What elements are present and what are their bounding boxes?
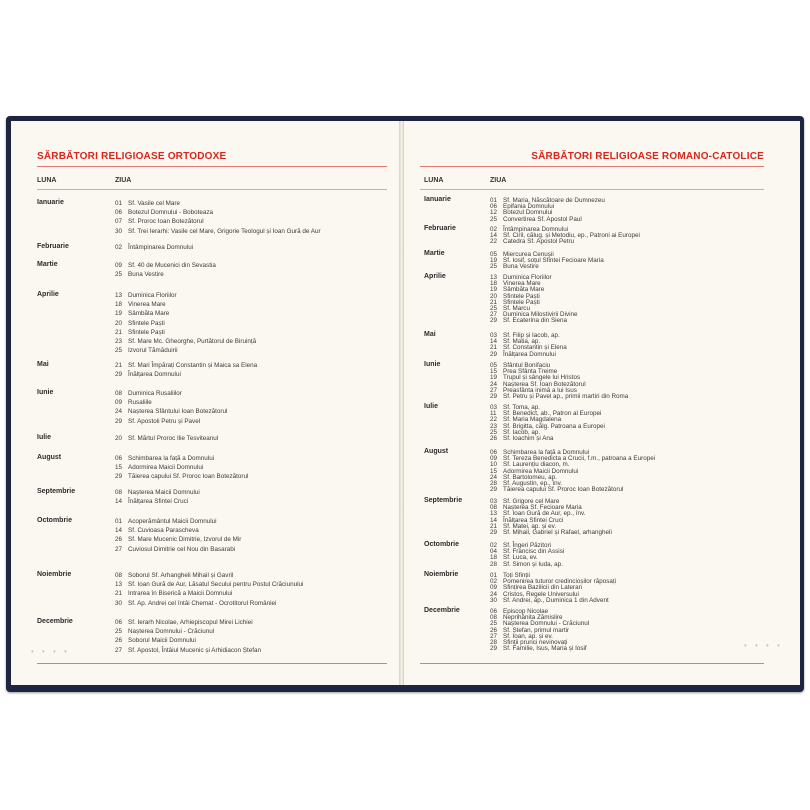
holiday-day: 06	[115, 209, 123, 217]
holiday-name: Soborul Maicii Domnului	[128, 637, 196, 645]
holiday-day: 21	[115, 590, 123, 598]
holiday-day: 23	[490, 422, 498, 430]
holiday-name: Buna Vestire	[128, 271, 164, 279]
holiday-day: 10	[490, 461, 498, 469]
holiday-name: Nașterea Sfântului Ioan Botezătorul	[128, 408, 228, 416]
month-label: August	[424, 448, 449, 455]
holiday-name: Sf. Luca, ev.	[503, 554, 538, 562]
month-label: Octombrie	[424, 541, 460, 548]
holiday-entry	[490, 597, 609, 605]
holiday-day: 06	[115, 455, 123, 462]
holiday-day: 14	[490, 516, 498, 524]
holiday-entry	[115, 464, 203, 472]
holiday-entry	[115, 628, 214, 636]
holiday-entry	[115, 408, 227, 416]
page-title: SĂRBĂTORI RELIGIOASE ORTODOXE	[37, 151, 227, 162]
holiday-day: 18	[490, 280, 498, 288]
header-divider	[37, 189, 387, 190]
holiday-name: Sf. Laurențiu diacon, m.	[503, 461, 570, 469]
holiday-name: Sf. Ierarh Nicolae, Arhiepiscopul Mirei Lichiei	[128, 619, 253, 626]
holiday-entry	[490, 435, 553, 443]
holiday-entry	[115, 399, 152, 407]
month-label: Iunie	[37, 389, 54, 396]
holiday-name: Sf. Brigitta, călg. Patroana a Europei	[503, 422, 605, 430]
holiday-day: 26	[490, 435, 498, 442]
holiday-name: Sf. Ioan Gură de Aur, Lăsatul Secului pentru Postul Crăciunului	[128, 581, 304, 589]
holiday-entry	[490, 238, 574, 246]
holiday-day: 02	[490, 542, 498, 549]
month-label: Noiembrie	[424, 571, 459, 578]
holiday-name: Sfinții prunci nevinovați	[503, 639, 568, 646]
holiday-day: 09	[115, 399, 123, 407]
holiday-name: Sfintele Paști	[503, 298, 540, 306]
holiday-day: 23	[115, 338, 123, 345]
holiday-entry	[490, 561, 563, 569]
holiday-day: 08	[115, 489, 123, 496]
holiday-name: Sf. Grigore cel Mare	[503, 498, 560, 505]
holiday-name: Trupul și sângele lui Hristos	[503, 374, 581, 382]
holiday-entry	[115, 536, 241, 544]
holiday-entry	[490, 351, 556, 359]
holiday-name: Convertirea Sf. Apostol Paul	[503, 215, 582, 223]
month-label: Decembrie	[424, 607, 460, 614]
holiday-day: 29	[490, 486, 498, 494]
holiday-entry	[115, 271, 164, 279]
holiday-name: Duminica Milostivirii Divine	[503, 311, 578, 319]
holiday-name: Nașterea Sf. Ioan Botezătorul	[503, 380, 586, 388]
holiday-name: Sf. Iacob, ap.	[503, 428, 541, 436]
holiday-name: Prea Sfânta Treime	[503, 368, 558, 376]
holiday-name: Sf. Apostoli Petru și Pavel	[128, 417, 201, 425]
title-divider	[37, 166, 387, 167]
holiday-day: 05	[490, 362, 498, 369]
holiday-name: Izvorul Tămăduirii	[128, 347, 178, 355]
holiday-name: Miercurea Cenușii	[503, 251, 554, 258]
holiday-day: 29	[490, 317, 498, 325]
holiday-name: Sf. Matei, ap. și ev.	[503, 522, 557, 530]
holiday-name: Botezul Domnului - Boboteaza	[128, 209, 214, 217]
holiday-name: Toți Sfinții	[503, 572, 530, 579]
holiday-day: 03	[490, 498, 498, 505]
holiday-day: 24	[490, 590, 498, 598]
holiday-name: Sf. Ștefan, primul martir	[503, 626, 570, 634]
holiday-day: 29	[115, 473, 123, 481]
holiday-day: 15	[490, 467, 498, 475]
holiday-name: Sf. Proroc Ioan Botezătorul	[128, 218, 204, 226]
holiday-day: 13	[490, 510, 498, 518]
holiday-entry	[490, 317, 567, 325]
holiday-day: 06	[490, 449, 498, 456]
month-label: Februarie	[424, 225, 456, 232]
holiday-name: Întâmpinarea Domnului	[503, 226, 569, 233]
decorative-dots: • • • •	[31, 647, 70, 656]
holiday-entry	[490, 529, 612, 537]
holiday-day: 30	[490, 596, 498, 604]
holiday-day: 25	[490, 305, 498, 312]
month-label: Aprilie	[37, 291, 59, 298]
holiday-day: 29	[490, 645, 498, 653]
holiday-day: 08	[115, 390, 123, 397]
holiday-day: 01	[490, 572, 498, 579]
holiday-entry	[115, 390, 182, 398]
holiday-day: 18	[115, 301, 123, 309]
holiday-name: Sf. Matia, ap.	[503, 338, 541, 346]
holiday-name: Sf. Bartolomeu, ap.	[503, 473, 557, 481]
holiday-name: Preasfânta inimă a lui Isus	[503, 386, 577, 394]
holiday-day: 25	[115, 347, 123, 355]
holiday-name: Vinerea Mare	[503, 280, 541, 288]
page-title: SĂRBĂTORI RELIGIOASE ROMANO-CATOLICE	[531, 151, 764, 162]
holiday-entry	[115, 418, 200, 426]
holiday-entry	[115, 338, 256, 346]
holiday-day: 24	[490, 380, 498, 388]
month-label: Mai	[424, 331, 436, 338]
holiday-name: Cuviosul Dimitrie cel Nou din Basarabi	[128, 545, 236, 553]
holiday-name: Soborul Sf. Arhangheli Mihail și Gavril	[128, 572, 234, 579]
holiday-name: Sf. Constantin și Elena	[503, 344, 567, 352]
holiday-day: 19	[490, 286, 498, 294]
holiday-day: 06	[490, 203, 498, 211]
holiday-day: 26	[115, 637, 123, 645]
holiday-name: Sf. Cuvioasa Parascheva	[128, 527, 199, 535]
holiday-name: Sf. Maria, Născătoare de Dumnezeu	[503, 197, 605, 204]
holiday-name: Sf. Îngeri Păzitori	[503, 542, 551, 549]
holiday-name: Vinerea Mare	[128, 301, 166, 309]
holiday-entry	[115, 581, 303, 589]
holiday-name: Sfântul Bonifaciu	[503, 362, 551, 369]
holiday-name: Sf. Filip și Iacob, ap.	[503, 332, 560, 339]
holiday-day: 27	[115, 545, 123, 553]
holiday-entry	[115, 572, 233, 580]
holiday-day: 02	[115, 244, 123, 251]
holiday-day: 14	[490, 338, 498, 346]
holiday-entry	[490, 263, 539, 271]
holiday-name: Sf. 40 de Mucenici din Sevastia	[128, 262, 216, 269]
holiday-entry	[115, 347, 178, 355]
month-label: Septembrie	[424, 497, 463, 504]
holiday-day: 26	[490, 626, 498, 634]
holiday-name: Catedra Sf. Apostol Petru	[503, 238, 575, 246]
holiday-name: Adormirea Maicii Domnului	[503, 467, 579, 475]
holiday-name: Sf. Apostol, Întâiul Mucenic și Arhidiacon Ștefan	[128, 646, 262, 654]
holiday-day: 21	[490, 522, 498, 530]
holiday-day: 28	[490, 480, 498, 487]
holiday-day: 18	[490, 554, 498, 562]
holiday-day: 01	[115, 518, 123, 525]
holiday-name: Sf. Petru și Pavel ap., primii martiri din Roma	[503, 393, 629, 400]
holiday-entry	[115, 435, 218, 443]
month-label: Martie	[424, 250, 445, 257]
holiday-name: Pomenirea tuturor credincioșilor răposați	[503, 578, 617, 586]
holiday-day: 22	[490, 238, 498, 246]
holiday-name: Sf. Tereza Benedicta a Crucii, f.m., patroana a Europei	[503, 455, 656, 463]
holiday-day: 15	[490, 368, 498, 376]
holiday-entry	[115, 320, 165, 328]
holiday-entry	[115, 292, 177, 300]
holiday-name: Tăierea capului Sf. Proroc Ioan Botezătorul	[128, 473, 249, 481]
holiday-entry	[115, 329, 165, 337]
holiday-day: 09	[490, 584, 498, 592]
holiday-day: 02	[490, 226, 498, 233]
bottom-divider	[37, 663, 387, 664]
month-label: August	[37, 454, 62, 461]
month-label: Iunie	[424, 361, 441, 368]
holiday-name: Schimbarea la față a Domnului	[503, 449, 590, 456]
holiday-name: Buna Vestire	[503, 263, 539, 271]
holiday-entry	[115, 371, 181, 379]
holiday-entry	[115, 489, 200, 497]
month-label: Ianuarie	[424, 196, 451, 203]
holiday-name: Sf. Ioachim și Ana	[503, 435, 554, 442]
holiday-day: 13	[115, 581, 123, 589]
holiday-name: Sf. Simon și Iuda, ap.	[503, 560, 563, 568]
holiday-name: Botezul Domnului	[503, 209, 553, 217]
holiday-day: 30	[115, 599, 123, 607]
column-header-month: LUNA	[37, 177, 57, 184]
holiday-day: 15	[115, 464, 123, 472]
holiday-name: Sf. Ioan Gură de Aur, ep., înv.	[503, 510, 586, 518]
holiday-name: Întâmpinarea Domnului	[128, 244, 194, 251]
holiday-day: 25	[490, 428, 498, 436]
holiday-name: Înălțarea Sfintei Cruci	[503, 516, 564, 524]
holiday-name: Sf. Francisc din Assisi	[503, 548, 565, 556]
holiday-name: Tăierea capului Sf. Proroc Ioan Botezătorul	[503, 486, 624, 494]
holiday-entry	[115, 600, 276, 608]
holiday-day: 29	[490, 350, 498, 358]
holiday-day: 25	[490, 215, 498, 223]
holiday-day: 03	[490, 404, 498, 411]
holiday-day: 21	[115, 328, 123, 336]
holiday-name: Sf. Familie, Isus, Maria și Iosif	[503, 645, 587, 653]
month-label: Ianuarie	[37, 199, 64, 206]
left-page	[11, 121, 402, 685]
holiday-day: 14	[115, 527, 123, 535]
holiday-name: Acoperământul Maicii Domnului	[128, 518, 217, 525]
holiday-day: 20	[115, 319, 123, 327]
holiday-name: Sf. Andrei, ap., Duminica 1 din Advent	[503, 596, 609, 604]
holiday-day: 02	[490, 578, 498, 586]
holiday-day: 24	[115, 408, 123, 416]
holiday-entry	[115, 518, 217, 526]
holiday-day: 08	[490, 504, 498, 512]
holiday-day: 05	[490, 251, 498, 258]
holiday-name: Sf. Ecaterina din Siena	[503, 317, 568, 325]
holiday-day: 28	[490, 560, 498, 568]
holiday-name: Nașterea Sf. Fecioare Maria	[503, 504, 582, 512]
month-label: Februarie	[37, 243, 69, 250]
holiday-name: Sâmbăta Mare	[503, 286, 545, 294]
holiday-day: 14	[115, 498, 123, 506]
holiday-name: Sf. Ciril, călug. și Metodiu, ep., Patroni ai Europei	[503, 232, 640, 240]
holiday-name: Sf. Maria Magdalena	[503, 416, 562, 424]
holiday-day: 07	[115, 218, 123, 226]
holiday-day: 22	[490, 416, 498, 424]
holiday-name: Neprihănita Zămislire	[503, 614, 563, 622]
holiday-entry	[115, 527, 199, 535]
holiday-day: 13	[490, 274, 498, 281]
holiday-name: Sfințirea Bazilicii din Lateran	[503, 584, 583, 592]
column-header-day: ZIUA	[490, 177, 507, 184]
holiday-entry	[115, 647, 261, 655]
holiday-entry	[115, 619, 253, 627]
holiday-name: Sf. Trei Ierarhi: Vasile cel Mare, Grigorie Teologul și Ioan Gură de Aur	[128, 227, 321, 235]
holiday-day: 25	[115, 271, 123, 279]
holiday-day: 20	[115, 435, 123, 442]
holiday-name: Duminica Floriilor	[128, 292, 177, 299]
holiday-day: 01	[115, 200, 123, 207]
holiday-name: Înălțarea Domnului	[503, 350, 556, 358]
holiday-day: 27	[490, 311, 498, 319]
holiday-day: 08	[490, 614, 498, 622]
holiday-day: 19	[490, 374, 498, 382]
holiday-name: Sfintele Paști	[128, 319, 165, 327]
column-header-month: LUNA	[424, 177, 444, 184]
holiday-day: 28	[490, 639, 498, 646]
holiday-day: 03	[490, 332, 498, 339]
holiday-entry	[115, 301, 166, 309]
holiday-name: Sf. Mare Mc. Gheorghe, Purtătorul de Biruință	[128, 338, 257, 345]
holiday-name: Sf. Marcu	[503, 305, 530, 312]
holiday-day: 19	[115, 310, 123, 318]
holiday-entry	[115, 498, 188, 506]
holiday-entry	[115, 228, 321, 236]
holiday-day: 25	[115, 628, 123, 636]
holiday-day: 21	[115, 362, 123, 369]
holiday-day: 13	[115, 292, 123, 299]
holiday-name: Sf. Ioan, ap. și ev.	[503, 632, 553, 640]
holiday-entry	[115, 637, 196, 645]
holiday-name: Duminica Floriilor	[503, 274, 552, 281]
holiday-name: Sfintele Paști	[128, 328, 165, 336]
holiday-day: 29	[490, 393, 498, 400]
holiday-entry	[115, 218, 204, 226]
header-divider	[420, 189, 764, 190]
holiday-name: Înălțarea Domnului	[128, 371, 181, 379]
holiday-entry	[490, 216, 582, 224]
holiday-day: 11	[490, 410, 497, 418]
holiday-entry	[115, 200, 180, 208]
month-label: Mai	[37, 361, 49, 368]
month-label: Noiembrie	[37, 571, 72, 578]
holiday-name: Schimbarea la față a Domnului	[128, 455, 215, 462]
holiday-day: 27	[115, 646, 123, 654]
holiday-name: Cristos, Regele Universului	[503, 590, 579, 598]
holiday-day: 01	[490, 197, 498, 204]
holiday-name: Duminica Rusaliilor	[128, 390, 182, 397]
holiday-day: 20	[490, 292, 498, 300]
holiday-entry	[115, 244, 193, 252]
right-page	[403, 121, 800, 685]
holiday-entry	[115, 590, 232, 598]
holiday-name: Adormirea Maicii Domnului	[128, 464, 204, 472]
holiday-day: 30	[115, 227, 123, 235]
decorative-dots: • • • •	[744, 641, 783, 650]
month-label: Iulie	[37, 434, 52, 441]
title-divider	[420, 166, 764, 167]
holiday-entry	[115, 209, 213, 217]
holiday-day: 21	[490, 344, 498, 352]
holiday-entry	[490, 645, 587, 653]
holiday-day: 09	[490, 455, 498, 463]
holiday-name: Sf. Mare Mucenic Dimitrie, Izvorul de Mir	[128, 536, 242, 544]
holiday-name: Nașterea Maicii Domnului	[128, 489, 200, 496]
holiday-day: 29	[490, 529, 498, 536]
month-label: Iulie	[424, 403, 439, 410]
holiday-day: 08	[115, 572, 123, 579]
holiday-day: 06	[490, 608, 498, 615]
holiday-entry	[115, 546, 235, 554]
holiday-day: 09	[115, 262, 123, 269]
holiday-entry	[115, 310, 169, 318]
holiday-entry	[115, 455, 214, 463]
holiday-entry	[490, 393, 628, 401]
holiday-name: Epifania Domnului	[503, 203, 555, 211]
holiday-entry	[115, 262, 216, 270]
holiday-name: Sf. Toma, ap.	[503, 404, 540, 411]
holiday-entry	[490, 486, 623, 494]
holiday-name: Episcop Nicolae	[503, 608, 549, 615]
holiday-name: Sf. Benedict, ab., Patron al Europei	[503, 410, 602, 418]
holiday-name: Sf. Mihail, Gabriel și Rafael, arhangheli	[503, 529, 612, 536]
holiday-day: 14	[490, 232, 498, 240]
holiday-day: 24	[490, 473, 498, 481]
holiday-name: Rusaliile	[128, 399, 152, 407]
holiday-name: Sâmbăta Mare	[128, 310, 170, 318]
holiday-entry	[115, 473, 248, 481]
holiday-name: Intrarea în Biserică a Maicii Domnului	[128, 590, 233, 598]
holiday-entry	[115, 362, 257, 370]
holiday-name: Nașterea Domnului - Crăciunul	[503, 620, 590, 628]
holiday-day: 26	[115, 536, 123, 544]
holiday-name: Înălțarea Sfintei Cruci	[128, 498, 189, 506]
holiday-day: 27	[490, 632, 498, 640]
holiday-day: 29	[115, 371, 123, 379]
month-label: Septembrie	[37, 488, 76, 495]
month-label: Martie	[37, 261, 58, 268]
holiday-name: Nașterea Domnului - Crăciunul	[128, 628, 215, 636]
holiday-name: Sf. Vasile cel Mare	[128, 200, 181, 207]
holiday-day: 19	[490, 257, 498, 265]
holiday-day: 29	[115, 417, 123, 425]
month-label: Aprilie	[424, 273, 446, 280]
holiday-day: 27	[490, 386, 498, 394]
holiday-name: Sf. Mari Împărați Constantin și Maica sa Elena	[128, 362, 258, 369]
holiday-day: 04	[490, 548, 498, 556]
holiday-name: Sf. Iosif, soțul Sfintei Fecioare Maria	[503, 257, 604, 265]
holiday-day: 25	[490, 263, 498, 271]
bottom-divider	[420, 663, 764, 664]
holiday-name: Sf. Ap. Andrei cel întâi Chemat - Ocrotitorul României	[128, 599, 277, 607]
holiday-day: 21	[490, 298, 498, 306]
column-header-day: ZIUA	[115, 177, 132, 184]
holiday-name: Sf. Mărtul Proroc Ilie Tesviteanul	[128, 435, 219, 442]
holiday-day: 06	[115, 619, 123, 626]
holiday-day: 25	[490, 620, 498, 628]
month-label: Decembrie	[37, 618, 73, 625]
month-label: Octombrie	[37, 517, 73, 524]
holiday-name: Sf. Augustin, ep., înv.	[503, 480, 563, 487]
holiday-name: Sfintele Paști	[503, 292, 540, 300]
holiday-day: 12	[490, 209, 498, 217]
